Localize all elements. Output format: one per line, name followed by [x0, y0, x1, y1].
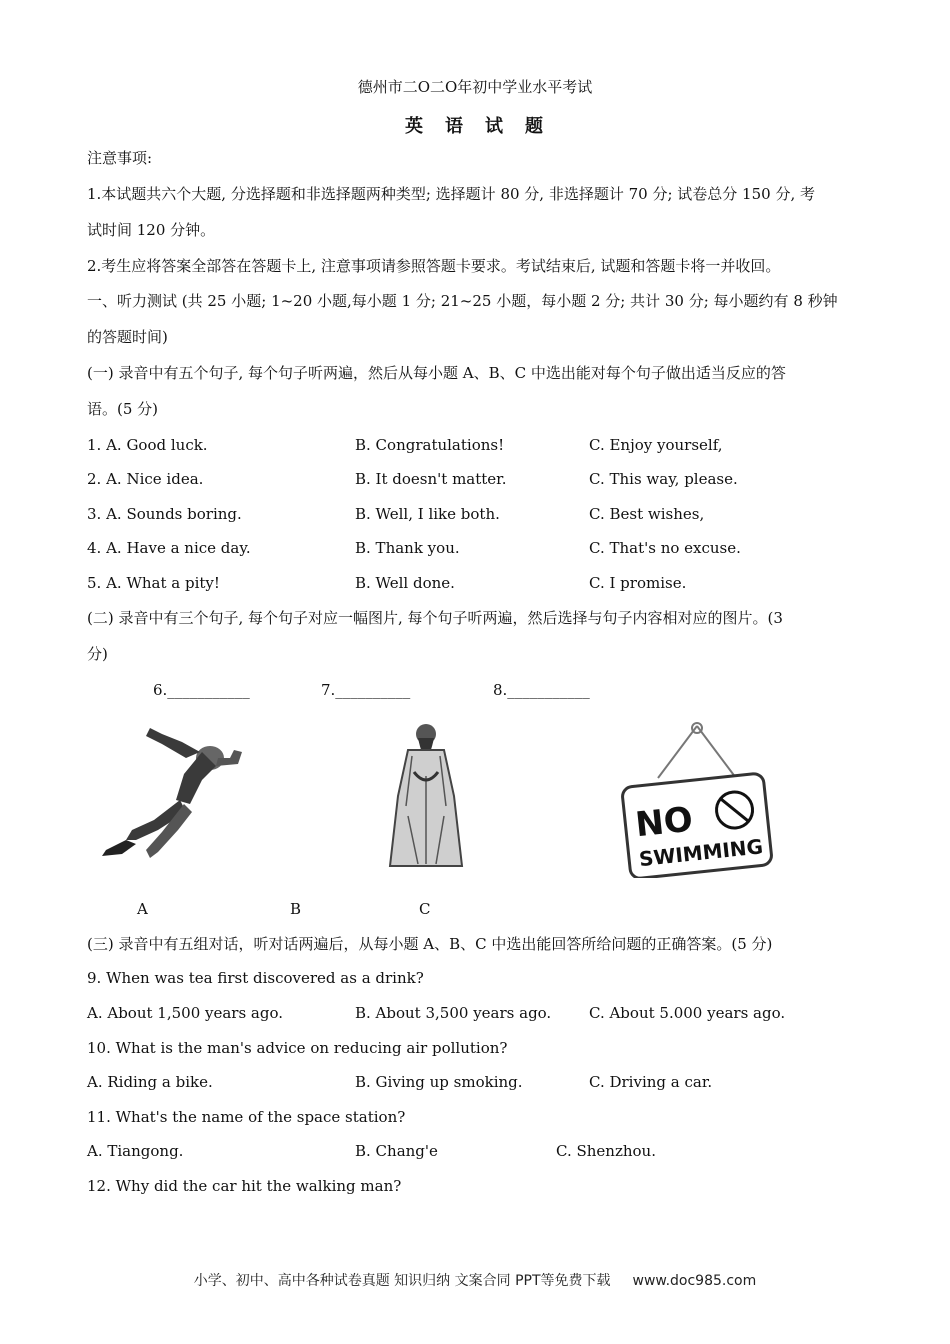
picture-label-b: B: [290, 900, 302, 918]
question-12: 12. Why did the car hit the walking man?: [87, 1177, 402, 1195]
exam-title: 德州市二O二O年初中学业水平考试: [357, 78, 593, 96]
q11-option-b: B. Chang'e: [355, 1142, 438, 1160]
q9-option-b: B. About 3,500 years ago.: [355, 1004, 552, 1022]
footer-url[interactable]: www.doc985.com: [632, 1273, 757, 1289]
subject-title: 英 语 试 题: [405, 116, 545, 137]
part-2-instruction-line-2: 分): [87, 645, 108, 663]
question-11: 11. What's the name of the space station?: [87, 1108, 406, 1126]
option-c: C. This way, please.: [589, 470, 738, 488]
q9-option-c: C. About 5.000 years ago.: [589, 1004, 786, 1022]
option-b: B. Congratulations!: [355, 436, 505, 454]
option-a: 2. A. Nice idea.: [87, 470, 204, 488]
option-a: 4. A. Have a nice day.: [87, 539, 251, 557]
option-a: 5. A. What a pity!: [87, 574, 220, 592]
option-b: B. It doesn't matter.: [355, 470, 507, 488]
option-c: C. That's no excuse.: [589, 539, 741, 557]
option-b: B. Thank you.: [355, 539, 460, 557]
option-c: C. I promise.: [589, 574, 687, 592]
q10-option-a: A. Riding a bike.: [87, 1073, 213, 1091]
sprinter-picture: [92, 722, 252, 867]
sign-text-no: NO: [633, 799, 695, 846]
part-2-instruction-line-1: (二) 录音中有三个句子, 每个句子对应一幅图片, 每个句子听两遍，然后选择与句子内容相对应的图片。(3: [87, 609, 783, 627]
note-2: 2.考生应将答案全部答在答题卡上, 注意事项请参照答题卡要求。考试结束后, 试题和答题卡将一并收回。: [87, 257, 781, 275]
note-1-line-2: 试时间 120 分钟。: [87, 221, 216, 239]
answer-blank-8[interactable]: 8.___________: [493, 681, 590, 699]
no-swimming-sign-picture: [618, 718, 776, 878]
option-c: C. Best wishes,: [589, 505, 705, 523]
option-b: B. Well done.: [355, 574, 455, 592]
sign-text-swimming: SWIMMING: [637, 834, 765, 872]
option-a: 3. A. Sounds boring.: [87, 505, 242, 523]
part-1-instruction-line-2: 语。(5 分): [87, 400, 159, 418]
footer-text: 小学、初中、高中各种试卷真题 知识归纳 文案合同 PPT等免费下载: [193, 1273, 611, 1289]
q10-option-c: C. Driving a car.: [589, 1073, 713, 1091]
question-9: 9. When was tea first discovered as a drink?: [87, 969, 424, 987]
section-1-title-line-1: 一、听力测试 (共 25 小题; 1~20 小题,每小题 1 分; 21~25 小题，每小题 2 分; 共计 30 分; 每小题约有 8 秒钟: [87, 292, 838, 310]
option-c: C. Enjoy yourself,: [589, 436, 723, 454]
part-1-instruction-line-1: (一) 录音中有五个句子, 每个句子听两遍，然后从每小题 A、B、C 中选出能对每个句子做出适当反应的答: [87, 364, 786, 382]
picture-label-a: A: [137, 900, 148, 918]
q9-option-a: A. About 1,500 years ago.: [87, 1004, 284, 1022]
answer-blank-6[interactable]: 6.___________: [153, 681, 250, 699]
q10-option-b: B. Giving up smoking.: [355, 1073, 523, 1091]
section-1-title-line-2: 的答题时间): [87, 328, 168, 346]
note-1-line-1: 1.本试题共六个大题, 分选择题和非选择题两种类型; 选择题计 80 分, 非选择题计 70 分; 试卷总分 150 分, 考: [87, 185, 815, 203]
answer-blank-7[interactable]: 7.__________: [321, 681, 411, 699]
option-a: 1. A. Good luck.: [87, 436, 208, 454]
question-10: 10. What is the man's advice on reducing air pollution?: [87, 1039, 508, 1057]
picture-label-c: C: [419, 900, 431, 918]
option-b: B. Well, I like both.: [355, 505, 500, 523]
footer: [0, 1270, 950, 1290]
q11-option-c: C. Shenzhou.: [556, 1142, 656, 1160]
ancient-figure-picture: [378, 716, 473, 872]
notes-heading: 注意事项:: [87, 149, 153, 167]
part-3-instruction: (三) 录音中有五组对话，听对话两遍后，从每小题 A、B、C 中选出能回答所给问题的正确答案。(5 分): [87, 935, 773, 953]
q11-option-a: A. Tiangong.: [87, 1142, 184, 1160]
